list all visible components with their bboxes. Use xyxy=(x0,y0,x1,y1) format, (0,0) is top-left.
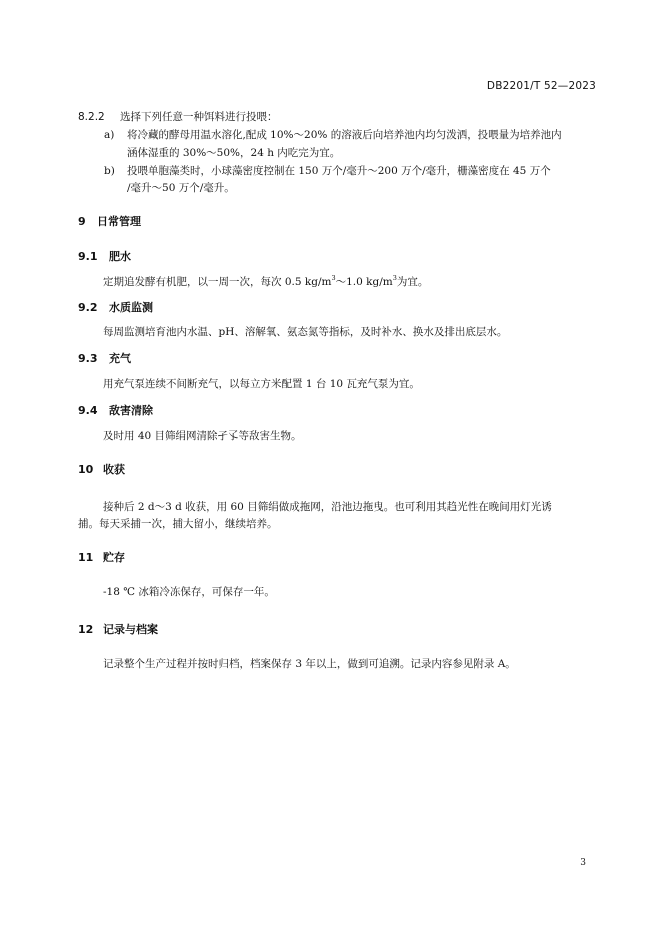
paragraph-9-3: 用充气泵连续不间断充气，以每立方米配置 1 台 10 瓦充气泵为宜。 xyxy=(103,378,420,390)
section-title-9-1: 肥水 xyxy=(109,250,131,263)
page-number: 3 xyxy=(580,858,586,868)
superscript-2: 3 xyxy=(392,274,397,282)
section-title-12: 记录与档案 xyxy=(103,623,158,636)
paragraph-9-1-text-mid: ～1.0 kg/m xyxy=(335,276,393,288)
section-number-9-4: 9.4 xyxy=(78,404,98,417)
list-item-a-line1: 将冷藏的酵母用温水溶化,配成 10%～20% 的溶液后向培养池内均匀泼洒，投喂量为培养池内 xyxy=(127,129,562,141)
section-number-12: 12 xyxy=(78,623,94,636)
section-number-9-2: 9.2 xyxy=(78,301,98,314)
section-title-9-4: 敌害清除 xyxy=(109,404,153,417)
superscript-1: 3 xyxy=(331,274,336,282)
paragraph-9-1 xyxy=(103,275,428,289)
paragraph-9-2: 每周监测培育池内水温、pH、溶解氧、氨态氮等指标，及时补水、换水及排出底层水。 xyxy=(103,326,508,338)
document-code: DB2201/T 52—2023 xyxy=(486,80,596,92)
clause-number-8-2-2: 8.2.2 xyxy=(78,111,105,123)
section-title-9: 日常管理 xyxy=(97,215,141,228)
list-item-b-line1: 投喂单胞藻类时，小球藻密度控制在 150 万个/毫升～200 万个/毫升，栅藻密度在 45 万个 xyxy=(127,165,551,177)
section-number-11: 11 xyxy=(78,551,94,564)
list-item-mark-b: b) xyxy=(104,165,115,177)
paragraph-12: 记录整个生产过程并按时归档，档案保存 3 年以上，做到可追溯。记录内容参见附录 A。 xyxy=(103,658,516,670)
list-item-b-line2: /毫升～50 万个/毫升。 xyxy=(127,182,235,194)
paragraph-9-1-text-after: 为宜。 xyxy=(396,276,429,288)
paragraph-9-1-text-before: 定期追发酵有机肥，以一周一次，每次 0.5 kg/m xyxy=(103,276,332,288)
section-title-11: 贮存 xyxy=(103,551,125,564)
clause-text-8-2-2: 选择下列任意一种饵料进行投喂： xyxy=(120,111,278,123)
section-title-10: 收获 xyxy=(103,463,125,476)
section-number-10: 10 xyxy=(78,463,94,476)
paragraph-11: -18 ℃ 冰箱冷冻保存，可保存一年。 xyxy=(103,586,275,598)
paragraph-10-line2: 捕。每天采捕一次，捕大留小，继续培养。 xyxy=(78,518,278,530)
section-number-9: 9 xyxy=(78,215,86,228)
paragraph-10-line1: 接种后 2 d～3 d 收获，用 60 目筛绢做成拖网，沿池边拖曳。也可利用其趋光性在晚间用灯光诱 xyxy=(103,501,552,513)
section-number-9-1: 9.1 xyxy=(78,250,98,263)
section-title-9-3: 充气 xyxy=(109,352,131,365)
list-item-a-line2: 涵体湿重的 30%～50%，24 h 内吃完为宜。 xyxy=(127,147,341,159)
section-number-9-3: 9.3 xyxy=(78,352,98,365)
list-item-mark-a: a) xyxy=(104,129,115,141)
paragraph-9-4: 及时用 40 目筛绢网清除孑孓等敌害生物。 xyxy=(103,430,302,442)
section-title-9-2: 水质监测 xyxy=(109,301,153,314)
